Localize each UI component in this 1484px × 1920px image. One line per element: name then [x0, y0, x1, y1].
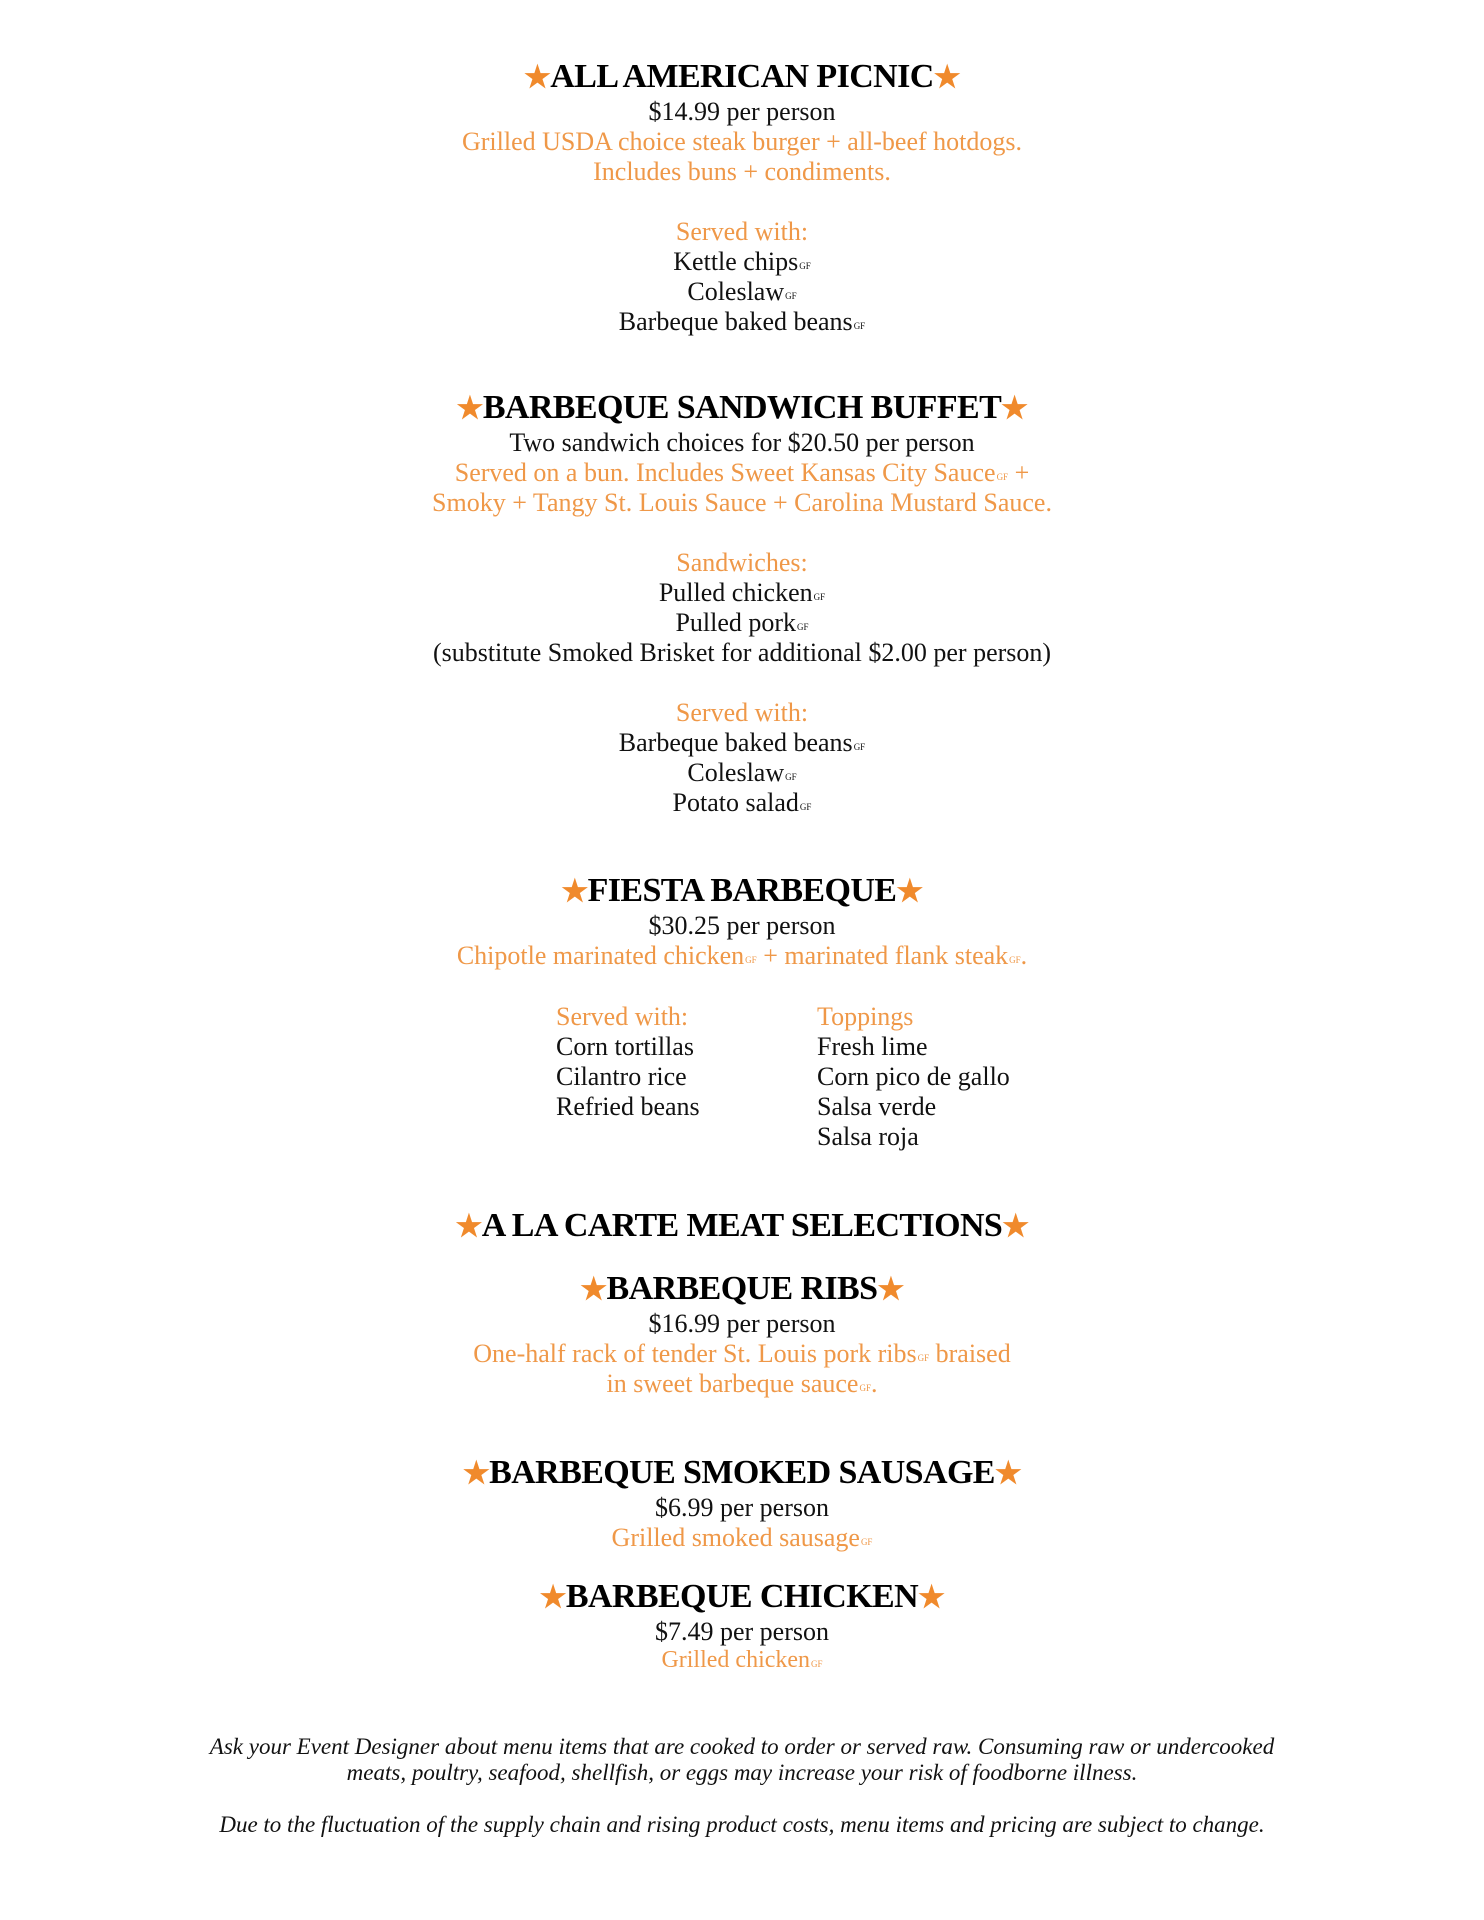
- star-icon: ★: [933, 61, 960, 94]
- fiesta-toppings-column: [817, 1002, 1010, 1152]
- sandwich-served-item: Potato salad$^{GF}$: [672, 788, 812, 817]
- fiesta-title: ★FIESTA BARBEQUE★: [561, 872, 923, 909]
- sandwich-choice: Pulled pork$^{GF}$: [675, 608, 809, 637]
- fiesta-price: $30.25 per person: [648, 911, 836, 940]
- star-icon: ★: [539, 1581, 566, 1614]
- star-icon: ★: [918, 1581, 945, 1614]
- picnic-description-line-2: Includes buns + condiments.: [593, 157, 891, 186]
- gluten-free-mark: GF: [745, 955, 757, 965]
- alacarte-title: ★A LA CARTE MEAT SELECTIONS★: [455, 1207, 1029, 1244]
- gluten-free-mark: GF: [785, 772, 797, 782]
- ribs-section: [0, 1270, 1484, 1399]
- alacarte-header: [0, 1207, 1484, 1246]
- sausage-price: $6.99 per person: [654, 1493, 829, 1522]
- fiesta-served-item: Corn tortillas: [556, 1032, 694, 1061]
- gluten-free-mark: GF: [813, 592, 826, 602]
- star-icon: ★: [877, 1273, 904, 1306]
- sandwich-choice: Pulled chicken$^{GF}$: [658, 578, 826, 607]
- gluten-free-mark: GF: [859, 1383, 871, 1393]
- gluten-free-mark: GF: [996, 472, 1009, 482]
- ribs-description-line-2: in sweet barbeque sauce$^{GF}$.: [606, 1369, 878, 1398]
- chicken-section: [0, 1578, 1484, 1673]
- picnic-served-item: Coleslaw$^{GF}$: [687, 277, 797, 306]
- picnic-title: ★ALL AMERICAN PICNIC★: [523, 58, 960, 95]
- picnic-section: [0, 58, 1484, 337]
- sandwich-substitute-note: (substitute Smoked Brisket for additional $2.00 per person): [432, 638, 1052, 667]
- sausage-section: [0, 1454, 1484, 1553]
- star-icon: ★: [561, 875, 588, 908]
- sandwich-section: [0, 389, 1484, 818]
- gluten-free-mark: GF: [860, 1537, 873, 1547]
- fiesta-description: Chipotle marinated chicken$^{GF}$ + marinated flank steak$^{GF}$.: [456, 941, 1028, 970]
- fiesta-served-column: [556, 1002, 700, 1122]
- star-icon: ★: [462, 1457, 490, 1490]
- pricing-disclaimer: Due to the fluctuation of the supply chain and rising product costs, menu items and pricing are subject to change.: [219, 1812, 1265, 1837]
- sandwich-description-line-2: Smoky + Tangy St. Louis Sauce + Carolina Mustard Sauce.: [432, 488, 1052, 517]
- ribs-title: ★BARBEQUE RIBS★: [580, 1270, 904, 1307]
- ribs-description-line-1: One-half rack of tender St. Louis pork ribs$^{GF}$ braised: [473, 1339, 1011, 1368]
- star-icon: ★: [1002, 1210, 1029, 1243]
- gluten-free-mark: GF: [853, 742, 866, 752]
- sandwich-description-line-1: Served on a bun. Includes Sweet Kansas City Sauce$^{GF}$ +: [454, 458, 1030, 487]
- food-safety-note-line-1: Ask your Event Designer about menu items that are cooked to order or served raw. Consuming raw or undercooked: [209, 1734, 1275, 1759]
- sandwich-served-item: Coleslaw$^{GF}$: [687, 758, 797, 787]
- star-icon: ★: [896, 875, 923, 908]
- chicken-description: Grilled chicken$^{GF}$: [661, 1647, 823, 1673]
- gluten-free-mark: GF: [811, 1659, 823, 1669]
- picnic-price: $14.99 per person: [648, 97, 836, 126]
- fiesta-toppings-label: Toppings: [817, 1002, 914, 1031]
- gluten-free-mark: GF: [799, 261, 811, 271]
- sandwich-served-label: Served with:: [675, 698, 809, 727]
- star-icon: ★: [523, 61, 551, 94]
- food-safety-note-line-2: meats, poultry, seafood, shellfish, or eggs may increase your risk of foodborne illness.: [346, 1760, 1138, 1785]
- picnic-served-item: Kettle chips$^{GF}$: [673, 247, 811, 276]
- sausage-title: ★BARBEQUE SMOKED SAUSAGE★: [462, 1454, 1022, 1491]
- star-icon: ★: [456, 392, 483, 425]
- star-icon: ★: [994, 1457, 1022, 1490]
- gluten-free-mark: GF: [1009, 955, 1021, 965]
- fiesta-topping-item: Salsa roja: [817, 1122, 919, 1151]
- chicken-title: ★BARBEQUE CHICKEN★: [539, 1578, 945, 1615]
- picnic-served-item: Barbeque baked beans$^{GF}$: [618, 307, 866, 336]
- ribs-price: $16.99 per person: [648, 1309, 836, 1338]
- fiesta-topping-item: Fresh lime: [817, 1032, 928, 1061]
- gluten-free-mark: GF: [799, 802, 812, 812]
- gluten-free-mark: GF: [797, 622, 809, 632]
- gluten-free-mark: GF: [853, 321, 866, 331]
- fiesta-served-label: Served with:: [556, 1002, 689, 1031]
- gluten-free-mark: GF: [785, 291, 797, 301]
- sandwich-served-item: Barbeque baked beans$^{GF}$: [618, 728, 866, 757]
- fiesta-served-item: Refried beans: [556, 1092, 700, 1121]
- chicken-price: $7.49 per person: [654, 1617, 829, 1646]
- sandwich-price: Two sandwich choices for $20.50 per person: [509, 428, 975, 457]
- picnic-served-label: Served with:: [675, 217, 809, 246]
- sandwiches-label: Sandwiches:: [676, 548, 808, 577]
- sandwich-title: ★BARBEQUE SANDWICH BUFFET★: [456, 389, 1028, 426]
- fiesta-topping-item: Corn pico de gallo: [817, 1062, 1010, 1091]
- star-icon: ★: [580, 1273, 607, 1306]
- star-icon: ★: [455, 1210, 482, 1243]
- fiesta-served-item: Cilantro rice: [556, 1062, 687, 1091]
- star-icon: ★: [1001, 392, 1028, 425]
- fiesta-topping-item: Salsa verde: [817, 1092, 937, 1121]
- picnic-description-line-1: Grilled USDA choice steak burger + all-beef hotdogs.: [461, 127, 1023, 156]
- fiesta-section: [0, 872, 1484, 971]
- gluten-free-mark: GF: [917, 1353, 930, 1363]
- sausage-description: Grilled smoked sausage$^{GF}$: [611, 1523, 873, 1552]
